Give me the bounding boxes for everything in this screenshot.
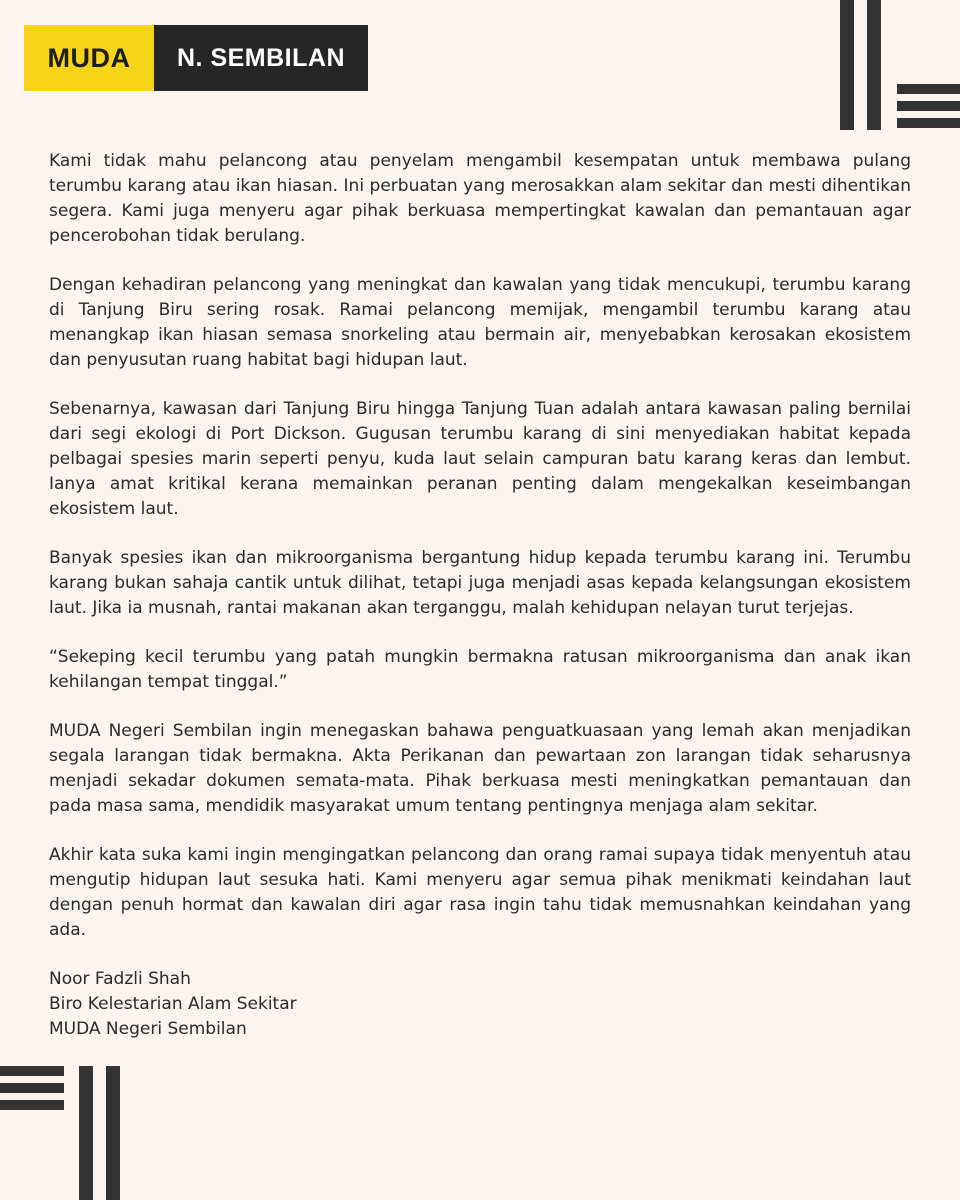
deco-horizontal-bar [0, 1100, 64, 1110]
paragraph: MUDA Negeri Sembilan ingin menegaskan bahawa penguatkuasaan yang lemah akan menjadikan segala larangan tidak bermakna. Akta Perikanan dan pewartaan zon larangan tidak seharusnya menjadi sekadar dokumen semata-mata. Pihak berkuasa mesti meningkatkan pemantauan dan pada masa sama, mendidik masyarakat umum tentang pentingnya menjaga alam sekitar. [49, 721, 911, 816]
deco-vertical-bar [867, 0, 881, 130]
paragraph: Banyak spesies ikan dan mikroorganisma bergantung hidup kepada terumbu karang ini. Terumbu karang bukan sahaja cantik untuk dilihat, tetapi juga menjadi asas kepada kelangsungan ekosistem laut. Jika ia musnah, rantai makanan akan terganggu, malah kehidupan nelayan turut terjejas. [49, 548, 911, 618]
quote-paragraph: “Sekeping kecil terumbu yang patah mungkin bermakna ratusan mikroorganisma dan anak ikan kehilangan tempat tinggal.” [49, 647, 911, 692]
signature-organization: MUDA Negeri Sembilan [49, 1019, 247, 1039]
signature-title: Biro Kelestarian Alam Sekitar [49, 994, 297, 1014]
paragraph: Dengan kehadiran pelancong yang meningkat dan kawalan yang tidak mencukupi, terumbu karang di Tanjung Biru sering rosak. Ramai pelancong memijak, mengambil terumbu karang atau menangkap ikan hiasan semasa snorkeling atau bermain air, menyebabkan kerosakan ekosistem dan penyusutan ruang habitat bagi hidupan laut. [49, 275, 911, 370]
signature-name: Noor Fadzli Shah [49, 969, 191, 989]
article-body [49, 149, 911, 1042]
deco-horizontal-bar [0, 1066, 64, 1076]
muda-logo [24, 25, 368, 91]
signature-block [49, 967, 911, 1042]
logo-region-text: N. SEMBILAN [154, 25, 368, 91]
deco-vertical-bar [79, 1066, 93, 1200]
deco-horizontal-bar [0, 1083, 64, 1093]
paragraph: Sebenarnya, kawasan dari Tanjung Biru hingga Tanjung Tuan adalah antara kawasan paling bernilai dari segi ekologi di Port Dickson. Gugusan terumbu karang di sini menyediakan habitat kepada pelbagai spesies marin seperti penyu, kuda laut selain campuran batu karang keras dan lembut. Ianya amat kritikal kerana memainkan peranan penting dalam mengekalkan keseimbangan ekosistem laut. [49, 399, 911, 519]
paragraph: Akhir kata suka kami ingin mengingatkan pelancong dan orang ramai supaya tidak menyentuh atau mengutip hidupan laut sesuka hati. Kami menyeru agar semua pihak menikmati keindahan laut dengan penuh hormat dan kawalan diri agar rasa ingin tahu tidak memusnahkan keindahan yang ada. [49, 845, 911, 940]
deco-vertical-bar [106, 1066, 120, 1200]
deco-horizontal-bar [897, 101, 960, 111]
deco-horizontal-bar [897, 84, 960, 94]
logo-brand-text: MUDA [24, 25, 154, 91]
deco-vertical-bar [840, 0, 854, 130]
paragraph: Kami tidak mahu pelancong atau penyelam mengambil kesempatan untuk membawa pulang terumbu karang atau ikan hiasan. Ini perbuatan yang merosakkan alam sekitar dan mesti dihentikan segera. Kami juga menyeru agar pihak berkuasa mempertingkat kawalan dan pemantauan agar pencerobohan tidak berulang. [49, 151, 911, 246]
deco-horizontal-bar [897, 118, 960, 128]
